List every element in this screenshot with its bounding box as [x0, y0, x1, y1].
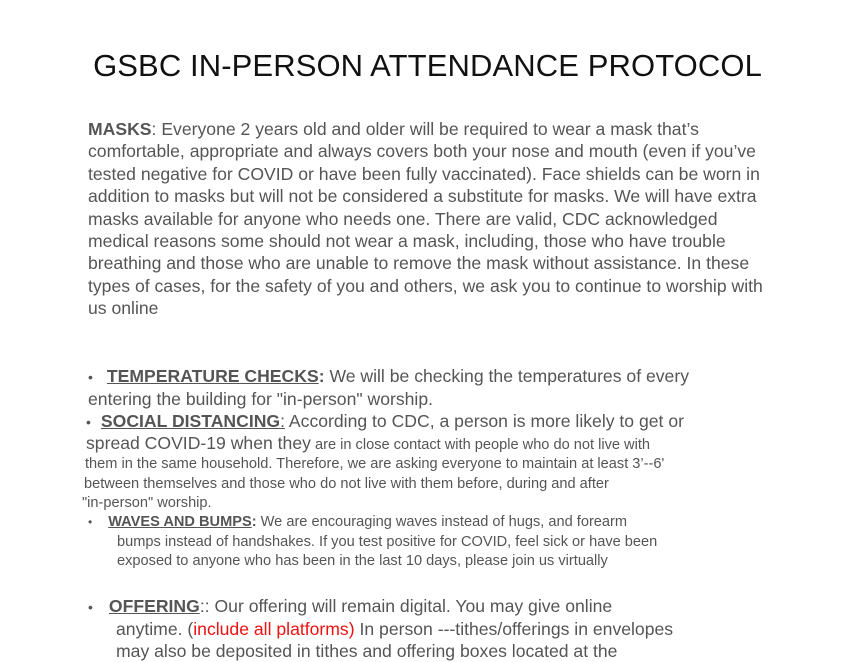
bullet-icon: •: [88, 599, 93, 615]
distancing-text-2a: spread COVID-19 when they: [86, 433, 311, 453]
distancing-text-1: According to CDC, a person is more likely to get or: [285, 411, 684, 431]
distancing-line-4: between themselves and those who do not live with them before, during and after: [84, 476, 609, 492]
waves-line-2: bumps instead of handshakes. If you test positive for COVID, feel sick or have been: [117, 534, 658, 550]
distancing-line-1: [86, 411, 684, 432]
offering-text-1: :: Our offering will remain digital. You may give online: [199, 596, 613, 616]
offering-heading: OFFERING: [108, 596, 200, 616]
waves-heading: WAVES AND BUMPS: [108, 514, 252, 530]
distancing-heading: SOCIAL DISTANCING: [100, 411, 281, 431]
distancing-line-3: them in the same household. Therefore, we are asking everyone to maintain at least 3’--6': [85, 456, 665, 472]
offering-highlight: include all platforms): [193, 619, 355, 639]
offering-text-2b: In person ---tithes/offerings in envelopes: [354, 619, 674, 639]
bullet-icon: •: [88, 515, 93, 529]
temperature-line-2: entering the building for "in-person" worship.: [88, 389, 434, 409]
temperature-text-1: We will be checking the temperatures of every: [324, 366, 689, 386]
masks-text: : Everyone 2 years old and older will be required to wear a mask that’s comfortable, appropriate and always covers both your nose and mouth (even if you’ve tested negative for COVID or have been fully vaccinated). Face shields can be worn in addition to masks but will not be considered a substitute for masks. We will have extra masks available for anyone who needs one. There are valid, CDC acknowledged medical reasons some should not wear a mask, including, those who have trouble breathing and those who are unable to remove the mask without assistance. In these types of cases, for the safety of you and others, we ask you to continue to worship with us online: [88, 119, 763, 319]
offering-line-2: [116, 619, 673, 640]
masks-heading: MASKS: [88, 119, 152, 139]
distancing-line-2: [86, 433, 650, 454]
waves-line-3: exposed to anyone who has been in the last 10 days, please join us virtually: [117, 553, 608, 569]
page-title: GSBC IN-PERSON ATTENDANCE PROTOCOL: [93, 48, 762, 83]
offering-line-3: may also be deposited in tithes and offering boxes located at the: [116, 641, 618, 661]
bullet-icon: •: [86, 414, 91, 430]
offering-text-2a: anytime. (: [116, 619, 194, 639]
offering-line-1: [88, 596, 612, 617]
distancing-colon: :: [280, 411, 285, 431]
waves-colon: :: [251, 514, 257, 530]
masks-paragraph: [88, 118, 768, 320]
temperature-heading: TEMPERATURE CHECKS: [106, 366, 319, 386]
distancing-line-5: "in-person" worship.: [82, 495, 212, 511]
temperature-colon: :: [318, 366, 325, 386]
bullet-icon: •: [88, 369, 93, 385]
distancing-text-2b: are in close contact with people who do not live with: [310, 437, 651, 453]
waves-line-1: [88, 514, 627, 530]
waves-text-1: We are encouraging waves instead of hugs, and forearm: [256, 514, 628, 530]
temperature-line-1: [88, 366, 689, 387]
